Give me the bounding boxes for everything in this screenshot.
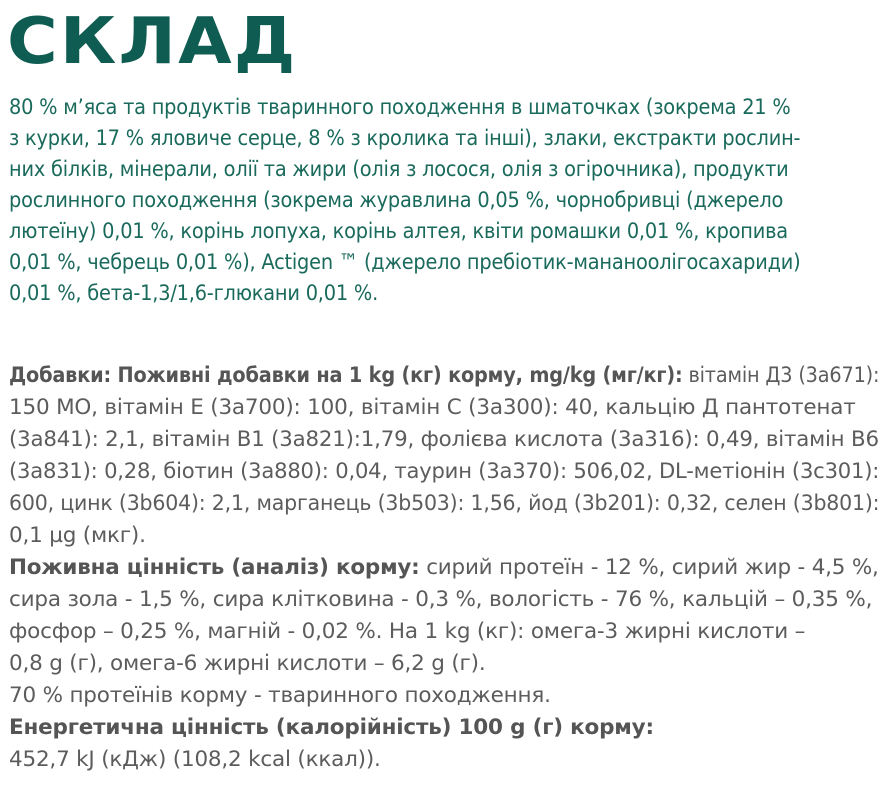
analysis-line: фосфор – 0,25 %, магній - 0,02 %. На 1 kg (кг): омега-3 жирні кислоти –: [9, 619, 806, 644]
energy-value: 452,7 kJ (кДж) (108,2 kcal (ккал)).: [9, 747, 381, 772]
composition-line: лютеїну) 0,01 %, корінь лопуха, корінь алтея, квіти ромашки 0,01 %, кропива: [9, 219, 788, 244]
energy-label: Енергетична цінність (калорійність) 100 g (г) корму:: [9, 715, 654, 740]
analysis-line: 0,8 g (г), омега-6 жирні кислоти – 6,2 g (г).: [9, 651, 486, 676]
analysis-block: [9, 552, 881, 712]
composition-line: 0,01 %, бета-1,3/1,6-глюкани 0,01 %.: [9, 281, 379, 306]
composition-line: 80 % м’яса та продуктів тваринного походження в шматочках (зокрема 21 %: [9, 95, 791, 120]
page-title: СКЛАД: [7, 5, 298, 79]
additives-line: 150 МО, вітамін E (3a700): 100, вітамін C (3a300): 40, кальцію Д пантотенат: [9, 395, 856, 420]
details-section: [9, 360, 881, 776]
analysis-line: 70 % протеїнів корму - тваринного походження.: [9, 683, 551, 708]
analysis-line: сира зола - 1,5 %, сира клітковина - 0,3 %, вологість - 76 %, кальцій – 0,35 %,: [9, 587, 873, 612]
energy-block: [9, 712, 881, 776]
additives-line: (3a831): 0,28, біотин (3a880): 0,04, таурин (3a370): 506,02, DL-метіонін (3c301):: [9, 459, 880, 484]
composition-paragraph: [9, 92, 881, 309]
composition-line: 0,01 %, чебрець 0,01 %), Actigen ™ (джерело пребіотик-мананоолігосахариди): [9, 250, 801, 275]
composition-line: рослинного походження (зокрема журавлина 0,05 %, чорнобривці (джерело: [9, 188, 784, 213]
additives-line: 0,1 µg (мкг).: [9, 523, 146, 548]
analysis-label: Поживна цінність (аналіз) корму:: [9, 555, 420, 580]
composition-line: них білків, мінерали, олії та жири (олія з лосося, олія з огірочника), продукти: [9, 157, 789, 182]
additives-block: [9, 360, 881, 552]
additives-line: (3a841): 2,1, вітамін B1 (3a821):1,79, фолієва кислота (3a316): 0,49, вітамін B6: [9, 427, 879, 452]
additives-line: 600, цинк (3b604): 2,1, марганець (3b503): 1,56, йод (3b201): 0,32, селен (3b801):: [9, 491, 880, 516]
composition-line: з курки, 17 % яловиче серце, 8 % з кролика та інші), злаки, екстракти рослин-: [9, 126, 801, 151]
additives-label: Добавки: Поживні добавки на 1 kg (кг) корму, mg/kg (мг/кг):: [9, 363, 683, 388]
additives-first-line-text: вітамін Д3 (3a671):: [682, 363, 880, 388]
additives-first-line: [9, 360, 879, 392]
analysis-first-line: [9, 552, 879, 584]
analysis-first-line-text: сирий протеїн - 12 %, сирий жир - 4,5 %,: [419, 555, 879, 580]
